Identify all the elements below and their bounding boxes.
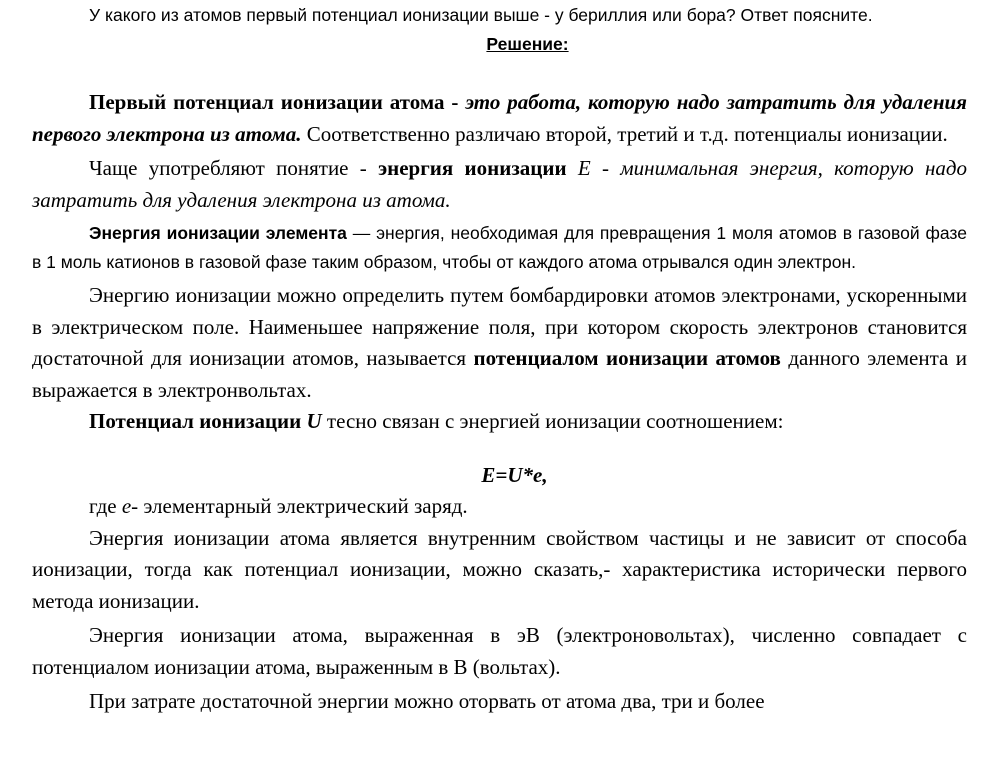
document-page bbox=[32, 0, 967, 718]
term-ionization-potential: Потенциал ионизации bbox=[89, 409, 307, 433]
formula: E=U*e, bbox=[481, 462, 548, 487]
paragraph-text: Соответственно различаю второй, третий и т.д. потенциалы ионизации. bbox=[301, 121, 948, 146]
paragraph-element-ionization-energy bbox=[32, 219, 967, 277]
paragraph-charge bbox=[32, 491, 967, 523]
symbol-e-charge: е bbox=[121, 494, 132, 518]
term-element-ionization-energy: Энергия ионизации элемента bbox=[89, 223, 347, 243]
paragraph-bombardment bbox=[32, 280, 967, 406]
paragraph-text: данного элемента и выражается в электронвольтах. bbox=[32, 346, 967, 402]
definition-first-ionization-potential: это работа, которую надо затратить для удаления первого электрона из атома. bbox=[32, 90, 967, 146]
question-text: У какого из атомов первый потенциал ионизации выше - у бериллия или бора? Ответ поясните. bbox=[89, 5, 873, 25]
paragraph-first-ionization-potential bbox=[32, 87, 967, 150]
paragraph-text: — энергия, необходимая для превращения 1 моля атомов в газовой фазе в 1 моль катионов в газовой фазе таким образом, чтобы от каждого атома отрывался один электрон. bbox=[32, 223, 967, 272]
paragraph-ev-equivalence: Энергия ионизации атома, выраженная в эВ (электроновольтах), численно совпадает с потенциалом ионизации атома, выраженным в В (вольтах). bbox=[32, 623, 967, 679]
paragraph-ionization-energy bbox=[32, 153, 967, 216]
paragraph-text: где bbox=[89, 494, 122, 518]
term-ionization-energy: энергия ионизации bbox=[378, 156, 567, 180]
paragraph-multiple-electrons: При затрате достаточной энергии можно оторвать от атома два, три и более bbox=[89, 689, 765, 713]
paragraph-potential-relation bbox=[32, 406, 967, 438]
symbol-u: U bbox=[306, 409, 322, 433]
paragraph-text: Энергию ионизации можно определить путем бомбардировки атомов электронами, ускоренными в электрическом поле. Наименьшее напряжение поля, при котором скорость электронов становится достаточной для ионизации атомов, называется bbox=[32, 283, 967, 370]
paragraph-text: тесно связан с энергией ионизации соотношением: bbox=[321, 409, 784, 433]
paragraph-internal-property: Энергия ионизации атома является внутренним свойством частицы и не зависит от способа ионизации, тогда как потенциал ионизации, можно сказать,- характеристика исторически первого метода ионизации. bbox=[32, 525, 967, 613]
paragraph-text: Чаще употребляют понятие - bbox=[89, 156, 379, 180]
definition-ionization-energy: - минимальная энергия, которую надо затратить для удаления электрона из атома. bbox=[32, 156, 967, 212]
term-first-ionization-potential: Первый потенциал ионизации атома - bbox=[89, 90, 459, 114]
paragraph-text: - элементарный электрический заряд. bbox=[131, 494, 468, 518]
solution-heading: Решение: bbox=[486, 34, 569, 54]
symbol-e: E bbox=[566, 156, 591, 180]
term-ionization-potential-atoms: потенциалом ионизации атомов bbox=[473, 346, 781, 370]
